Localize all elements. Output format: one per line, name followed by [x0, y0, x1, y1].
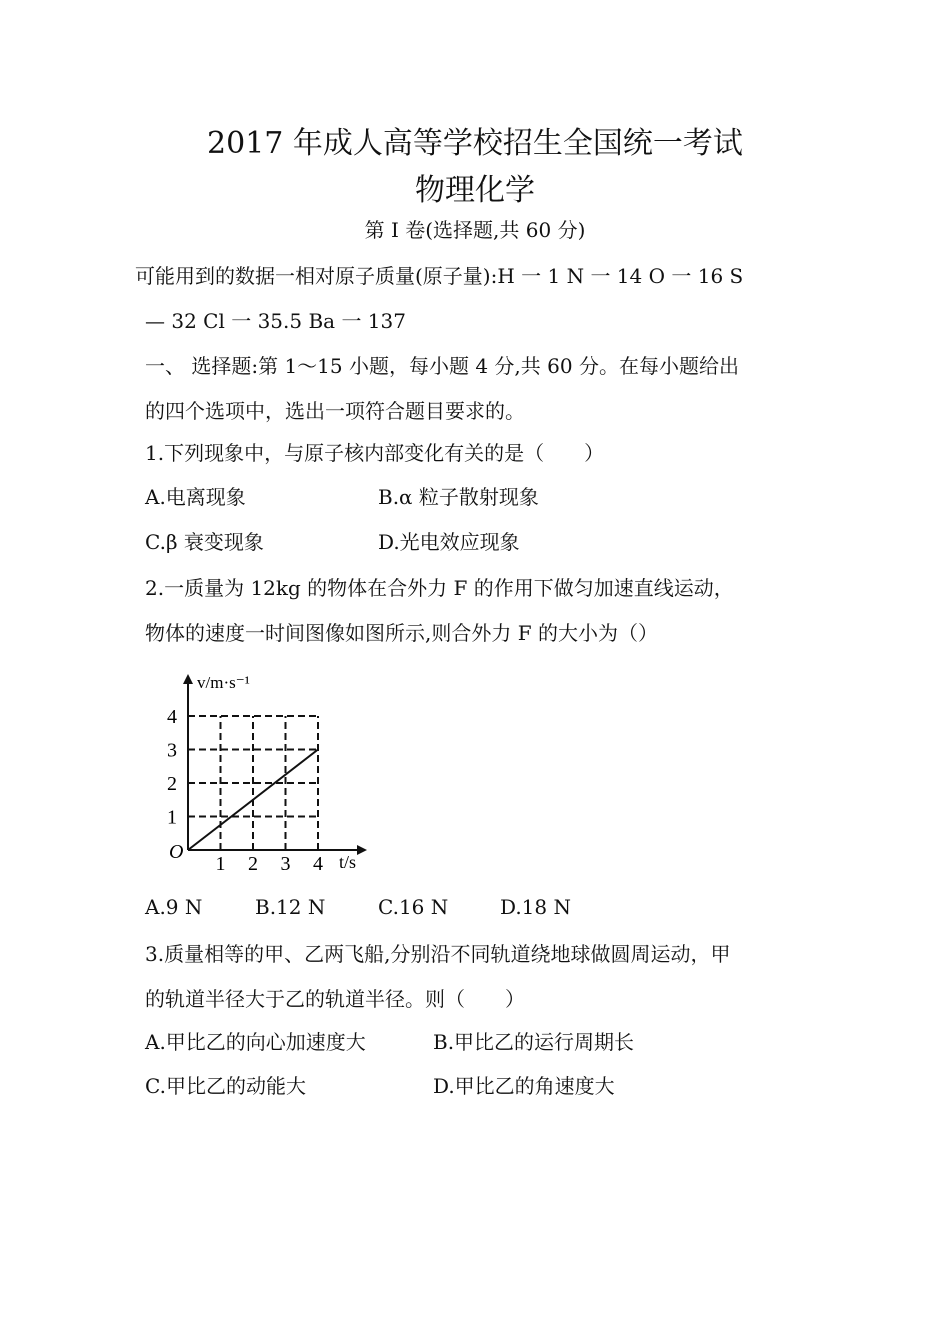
question-2-stem-line-1: 2.一质量为 12kg 的物体在合外力 F 的作用下做匀加速直线运动，: [145, 576, 734, 600]
section-heading: 第 I 卷(选择题,共 60 分): [364, 218, 586, 242]
question-1-option-a: A.电离现象: [145, 485, 246, 509]
instructions-line-1: 一、 选择题:第 1～15 小题，每小题 4 分,共 60 分。在每小题给出: [145, 354, 739, 378]
exam-title: 2017 年成人高等学校招生全国统一考试: [207, 126, 743, 161]
velocity-time-graph: [155, 668, 385, 878]
y-axis-label: v/m·s⁻¹: [197, 673, 250, 692]
y-tick-label: 4: [167, 706, 177, 728]
question-3-stem-line-1: 3.质量相等的甲、乙两飞船,分别沿不同轨道绕地球做圆周运动，甲: [145, 942, 731, 966]
question-2-option-c: C.16 N: [378, 895, 449, 919]
question-2-option-b: B.12 N: [255, 895, 326, 919]
atomic-mass-line-1: 可能用到的数据一相对原子质量(原子量):H 一 1 N 一 14 O 一 16 S: [135, 264, 744, 288]
y-tick-label: 3: [167, 739, 177, 762]
question-3-option-b: B.甲比乙的运行周期长: [433, 1030, 635, 1054]
question-1-option-b: B.α 粒子散射现象: [378, 485, 539, 509]
graph-grid: [188, 716, 318, 850]
instructions-line-2: 的四个选项中，选出一项符合题目要求的。: [145, 399, 525, 423]
question-3-option-c: C.甲比乙的动能大: [145, 1074, 306, 1098]
x-tick-label: 4: [313, 853, 323, 875]
x-axis-label: t/s: [339, 852, 357, 872]
origin-label: O: [169, 841, 184, 863]
question-1-option-c: C.β 衰变现象: [145, 530, 264, 554]
question-3-option-d: D.甲比乙的角速度大: [433, 1074, 615, 1098]
y-axis-arrow: [183, 674, 193, 684]
question-2-stem-line-2: 物体的速度一时间图像如图所示,则合外力 F 的大小为（）: [145, 621, 658, 645]
y-tick-label: 1: [167, 806, 177, 829]
y-tick-label: 2: [167, 773, 177, 795]
atomic-mass-line-2: — 32 Cl 一 35.5 Ba 一 137: [145, 309, 406, 333]
x-tick-label: 1: [215, 853, 226, 875]
question-3-stem-line-2: 的轨道半径大于乙的轨道半径。则（ ）: [145, 987, 525, 1011]
x-axis-arrow: [357, 845, 367, 855]
x-tick-label: 2: [248, 853, 258, 875]
question-1-option-d: D.光电效应现象: [378, 530, 520, 554]
question-2-option-a: A.9 N: [145, 895, 203, 919]
x-tick-label: 3: [280, 853, 291, 875]
question-3-option-a: A.甲比乙的向心加速度大: [145, 1030, 366, 1054]
question-2-option-d: D.18 N: [500, 895, 571, 919]
question-1-stem: 1.下列现象中，与原子核内部变化有关的是（ ）: [145, 441, 605, 465]
exam-subject: 物理化学: [415, 173, 535, 208]
